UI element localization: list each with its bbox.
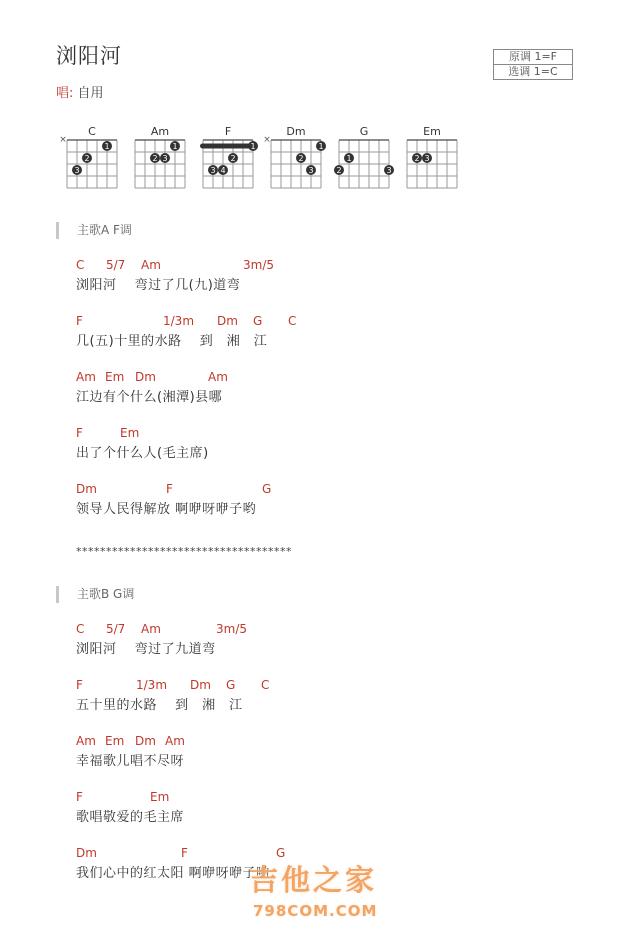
chord-row bbox=[76, 482, 596, 498]
lyric-text: 领导人民得解放 啊咿呀咿子哟 bbox=[76, 502, 257, 517]
finger-number: 3 bbox=[308, 166, 314, 175]
watermark-main: 吉他之家 bbox=[249, 863, 378, 897]
finger-number: 1 bbox=[250, 142, 256, 151]
finger-number: 2 bbox=[84, 154, 90, 163]
chord-symbol: G bbox=[226, 678, 236, 692]
chord-diagram-name: Am bbox=[150, 125, 170, 138]
finger-number: 1 bbox=[104, 142, 110, 151]
chord-diagram-name: C bbox=[88, 125, 96, 138]
chord-diagram-name: Dm bbox=[286, 125, 306, 138]
lyric-line-2 bbox=[76, 314, 596, 348]
barre-bar bbox=[200, 144, 256, 149]
watermark-logo bbox=[249, 858, 399, 928]
muted-string-mark: × bbox=[263, 135, 271, 145]
chord-diagram-name: F bbox=[224, 125, 232, 138]
original-key: 原调 1=F bbox=[508, 50, 558, 63]
muted-string-mark: × bbox=[59, 135, 67, 145]
lyric-text: 五十里的水路 到 湘 江 bbox=[76, 698, 243, 713]
chord-symbol: G bbox=[253, 314, 263, 328]
chord-row bbox=[76, 314, 596, 330]
chord-symbol: Am bbox=[141, 622, 161, 636]
finger-number: 3 bbox=[210, 166, 216, 175]
chord-symbol: Em bbox=[105, 734, 125, 748]
chord-row bbox=[76, 370, 596, 386]
chord-symbol: 1/3m bbox=[136, 678, 168, 692]
chord-row bbox=[76, 678, 596, 694]
lyric-line-3 bbox=[76, 370, 596, 404]
chord-row bbox=[76, 426, 596, 442]
chord-row bbox=[76, 790, 596, 806]
finger-number: 2 bbox=[152, 154, 158, 163]
finger-number: 3 bbox=[74, 166, 80, 175]
chord-symbol: 1/3m bbox=[163, 314, 195, 328]
section-a-title: 主歌A F调 bbox=[56, 222, 132, 239]
chord-symbol: Dm bbox=[76, 482, 97, 496]
chord-symbol: F bbox=[166, 482, 173, 496]
finger-number: 2 bbox=[336, 166, 342, 175]
chord-symbol: Em bbox=[120, 426, 140, 440]
finger-number: 2 bbox=[414, 154, 420, 163]
chord-symbol: Am bbox=[141, 258, 161, 272]
lyric-text: 歌唱敬爱的毛主席 bbox=[76, 810, 185, 825]
lyric-line-5 bbox=[76, 482, 596, 516]
chord-symbol: Dm bbox=[217, 314, 238, 328]
chord-symbol: F bbox=[76, 314, 83, 328]
chord-diagram-row bbox=[0, 0, 632, 200]
chord-symbol: Am bbox=[76, 734, 96, 748]
chord-symbol: Em bbox=[150, 790, 170, 804]
finger-number: 1 bbox=[318, 142, 324, 151]
lyric-line-4 bbox=[76, 426, 596, 460]
separator: ************************************ bbox=[76, 545, 292, 558]
chord-diagram-name: Em bbox=[423, 125, 441, 138]
chord-symbol: C bbox=[261, 678, 270, 692]
lyric-text: 江边有个什么(湘潭)县哪 bbox=[76, 390, 223, 405]
selected-key: 选调 1=C bbox=[494, 64, 572, 79]
lyric-text: 我们心中的红太阳 啊咿呀咿子哟 bbox=[76, 866, 270, 881]
finger-number: 2 bbox=[230, 154, 236, 163]
lyric-text: 出了个什么人(毛主席) bbox=[76, 446, 209, 461]
chord-symbol: Dm bbox=[135, 370, 156, 384]
lyric-line-8 bbox=[76, 734, 596, 768]
finger-number: 1 bbox=[346, 154, 352, 163]
finger-number: 3 bbox=[424, 154, 430, 163]
chord-symbol: F bbox=[181, 846, 188, 860]
lyric-line-6 bbox=[76, 622, 596, 656]
song-title: 浏阳河 bbox=[56, 44, 122, 68]
singer-label: 唱: bbox=[56, 86, 74, 101]
chord-symbol: Am bbox=[208, 370, 228, 384]
watermark-site: 798COM.COM bbox=[253, 902, 378, 920]
chord-symbol: Dm bbox=[190, 678, 211, 692]
lyric-line-9 bbox=[76, 790, 596, 824]
finger-number: 3 bbox=[386, 166, 392, 175]
chord-row bbox=[76, 734, 596, 750]
chord-symbol: C bbox=[288, 314, 297, 328]
chord-diagram-name: G bbox=[359, 125, 369, 138]
lyric-text: 浏阳河 弯过了九道弯 bbox=[76, 642, 216, 657]
chord-symbol: C bbox=[76, 258, 85, 272]
lyric-text: 浏阳河 弯过了几(九)道弯 bbox=[76, 278, 241, 293]
chord-row bbox=[76, 622, 596, 638]
chord-diagram-c bbox=[59, 135, 121, 192]
chord-diagram-am bbox=[131, 136, 189, 192]
lyric-line-7 bbox=[76, 678, 596, 712]
lyric-line-1 bbox=[76, 258, 596, 292]
chord-symbol: Dm bbox=[76, 846, 97, 860]
chord-symbol: F bbox=[76, 790, 83, 804]
finger-number: 1 bbox=[172, 142, 178, 151]
chord-symbol: Em bbox=[105, 370, 125, 384]
chord-symbol: G bbox=[276, 846, 286, 860]
chord-diagram-dm bbox=[263, 135, 325, 192]
finger-number: 4 bbox=[220, 166, 226, 175]
chord-symbol: Am bbox=[165, 734, 185, 748]
chord-symbol: G bbox=[262, 482, 272, 496]
chord-symbol: 5/7 bbox=[106, 622, 126, 636]
chord-row bbox=[76, 258, 596, 274]
chord-symbol: Am bbox=[76, 370, 96, 384]
finger-number: 3 bbox=[162, 154, 168, 163]
chord-symbol: 3m/5 bbox=[216, 622, 248, 636]
chord-symbol: F bbox=[76, 426, 83, 440]
chord-diagram-f bbox=[199, 136, 257, 192]
chord-symbol: 5/7 bbox=[106, 258, 126, 272]
lyric-text: 幸福歌儿唱不尽呀 bbox=[76, 754, 185, 769]
section-b-title: 主歌B G调 bbox=[56, 586, 134, 603]
finger-number: 2 bbox=[298, 154, 304, 163]
singer-name: 自用 bbox=[77, 86, 104, 101]
chord-diagram-g bbox=[335, 136, 393, 192]
chord-symbol: C bbox=[76, 622, 85, 636]
chord-diagram-em bbox=[403, 136, 461, 192]
chord-symbol: 3m/5 bbox=[243, 258, 275, 272]
chord-symbol: F bbox=[76, 678, 83, 692]
lyric-text: 几(五)十里的水路 到 湘 江 bbox=[76, 334, 268, 349]
chord-symbol: Dm bbox=[135, 734, 156, 748]
